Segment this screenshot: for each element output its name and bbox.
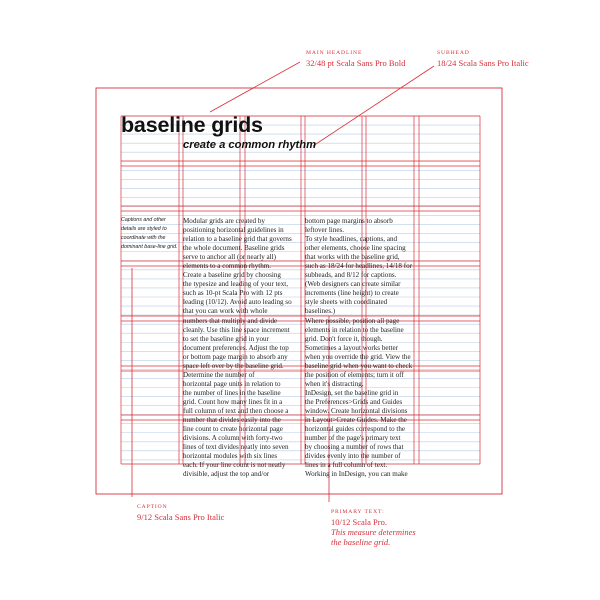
text-line: elements in relation to the baseline <box>305 325 404 334</box>
text-line: Where possible, position all page <box>305 316 400 325</box>
text-line: the Preferences>Grids and Guides <box>305 397 403 406</box>
text-line: full column of text and then choose a <box>183 406 289 415</box>
text-line: numbers that multiply and divide <box>183 316 278 325</box>
text-line: leftover lines. <box>305 226 345 235</box>
text-line: the position of elements; turn it off <box>305 370 404 379</box>
text-line: to set the baseline grid in your <box>183 334 269 343</box>
text-line: InDesign, set the baseline grid in <box>305 388 399 397</box>
text-line: Modular grids are created by <box>183 217 265 225</box>
text-line: style sheets with coordinated <box>305 298 388 307</box>
primary-text-note-line2: the baseline grid. <box>331 537 391 547</box>
main-headline-label: MAIN HEADLINE <box>306 50 363 56</box>
primary-text-note-line1: This measure determines <box>331 527 416 537</box>
caption-annotation <box>137 503 224 522</box>
text-line: (Web designers can create similar <box>305 280 401 289</box>
text-line: horizontal modules with six lines <box>183 452 278 461</box>
text-line: subheads, and 8/12 for captions. <box>305 271 397 280</box>
text-column-2 <box>305 217 419 479</box>
text-line: cleanly. Use this line space increment <box>183 325 290 334</box>
text-line: divisions. A column with forty-two <box>183 434 283 443</box>
primary-text-label: PRIMARY TEXT: <box>331 509 385 515</box>
subhead-label: SUBHEAD <box>437 50 470 56</box>
text-line: Working in InDesign, you can make <box>305 470 408 479</box>
main-headline-spec: 32/48 pt Scala Sans Pro Bold <box>306 58 406 68</box>
text-column-1 <box>183 217 301 479</box>
text-line: that works with the baseline grid, <box>305 253 400 262</box>
text-line: when it's distracting. <box>305 379 364 388</box>
text-line: grid. Don't force it, though. <box>305 334 383 343</box>
text-line: To style headlines, captions, and <box>305 235 398 244</box>
text-line: baseline grid when you want to check <box>305 361 413 370</box>
text-line: when you override the grid. View the <box>305 352 411 361</box>
text-line: lines in a full column of text. <box>305 461 388 470</box>
text-line: positioning horizontal guidelines in <box>183 226 284 235</box>
page-subhead: create a common rhythm <box>183 139 317 151</box>
text-line: serve to anchor all (or nearly all) <box>183 253 276 262</box>
text-line: divides evenly into the number of <box>305 452 401 461</box>
text-line: lines of text divides neatly into seven <box>183 443 289 452</box>
text-line: Determine the number of <box>183 370 255 379</box>
primary-text-annotation <box>331 508 416 547</box>
text-line: such as 10-pt Scala Pro with 12 pts <box>183 289 283 298</box>
text-line: the number of lines in the baseline <box>183 388 281 397</box>
text-line: bottom page margins to absorb <box>305 217 393 225</box>
text-line: space left over by the baseline grid. <box>183 361 284 370</box>
text-line: document preferences. Adjust the top <box>183 343 289 352</box>
text-line: or bottom page margin to absorb any <box>183 352 288 361</box>
text-line: Sometimes a layout works better <box>305 343 398 352</box>
text-line: increments (line height) to create <box>305 289 399 298</box>
text-line: number of the page's primary text <box>305 434 401 443</box>
text-line: leading (10/12). Avoid auto leading so <box>183 298 292 307</box>
text-line: elements to a common rhythm. <box>183 262 272 271</box>
text-line: that you can work with whole <box>183 307 268 316</box>
text-line: other elements, choose line spacing <box>305 244 406 253</box>
text-line: the typesize and leading of your text, <box>183 280 288 289</box>
caption-label: CAPTION <box>137 504 168 510</box>
text-line: horizontal guides correspond to the <box>305 425 406 434</box>
text-line: window. Create horizontal divisions <box>305 406 408 415</box>
text-line: horizontal page units in relation to <box>183 379 281 388</box>
page-headline: baseline grids <box>121 113 263 137</box>
text-line: each. If your line count is not neatly <box>183 461 286 470</box>
text-line: grid. Count how many lines fit in a <box>183 397 283 406</box>
subhead-annotation <box>437 49 529 68</box>
primary-text-spec: 10/12 Scala Pro. <box>331 517 387 527</box>
subhead-spec: 18/24 Scala Sans Pro Italic <box>437 58 529 68</box>
text-line: by choosing a number of rows that <box>305 443 404 452</box>
caption-spec: 9/12 Scala Sans Pro Italic <box>137 512 225 522</box>
page-caption: Captions and other details are styled to coordinate with the dominant base-line grid. <box>121 217 178 251</box>
headline-leader <box>210 62 300 112</box>
text-line: number that divides easily into the <box>183 416 281 425</box>
text-line: in Layout>Create Guides. Make the <box>305 416 407 425</box>
text-line: the whole document. Baseline grids <box>183 244 285 253</box>
text-line: relation to a baseline grid that governs <box>183 235 292 244</box>
main-headline-annotation <box>306 49 405 68</box>
text-line: Create a baseline grid by choosing <box>183 271 281 280</box>
text-line: baselines.) <box>305 307 336 316</box>
text-line: such as 18/24 for headlines, 14/18 for <box>305 262 412 271</box>
text-line: divisible, adjust the top and/or <box>183 470 270 479</box>
text-line: line count to create horizontal page <box>183 425 283 434</box>
